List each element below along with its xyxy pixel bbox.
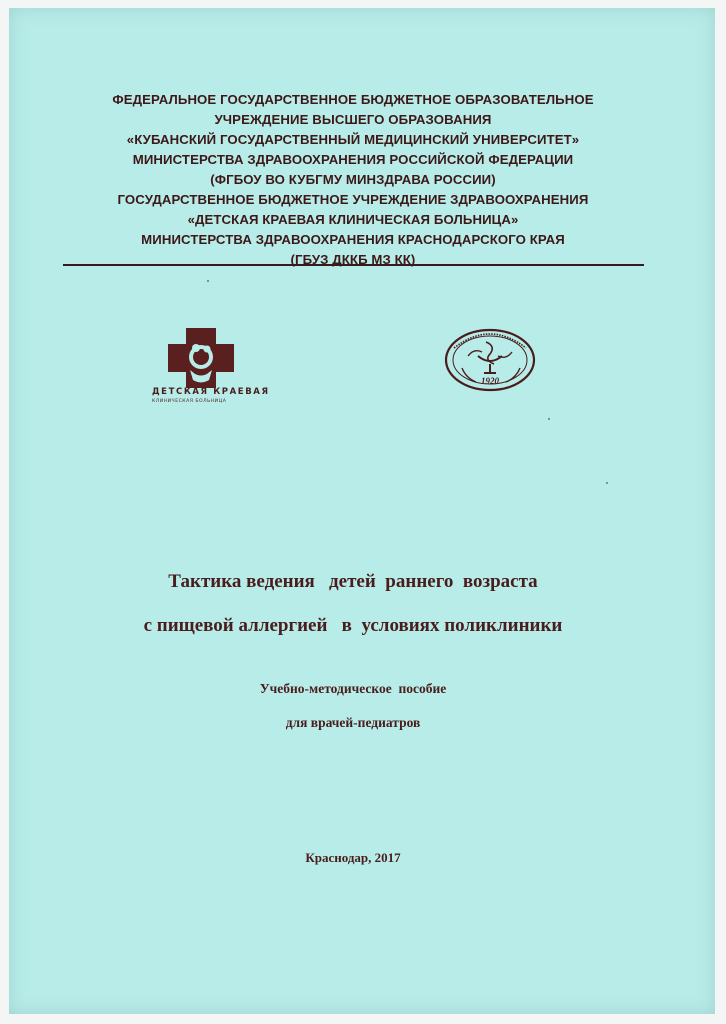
place-and-year: Краснодар, 2017 [305,850,401,865]
logo-left-text-2: КЛИНИЧЕСКАЯ БОЛЬНИЦА [152,399,227,404]
header-line: УЧРЕЖДЕНИЕ ВЫСШЕГО ОБРАЗОВАНИЯ [214,112,492,127]
header-line: ФЕДЕРАЛЬНОЕ ГОСУДАРСТВЕННОЕ БЮДЖЕТНОЕ ОБРАЗОВАТЕЛЬНОЕ [112,92,594,107]
subtitle-line-2: для врачей-педиатров [285,715,421,730]
header-line: МИНИСТЕРСТВА ЗДРАВООХРАНЕНИЯ РОССИЙСКОЙ ФЕДЕРАЦИИ [132,152,574,167]
institution-header [40,90,666,270]
header-line: (ГБУЗ ДККБ МЗ КК) [290,252,416,267]
header-line: (ФГБОУ ВО КУБГМУ МИНЗДРАВА РОССИИ) [210,172,496,187]
university-seal-logo [440,326,542,396]
hospital-cross-logo [146,324,270,408]
title-line-1: Тактика ведения детей раннего возраста [168,571,538,592]
title-line-2: с пищевой аллергией в условиях поликлиники [143,615,563,636]
scan-speck [606,482,608,484]
header-line: «КУБАНСКИЙ ГОСУДАРСТВЕННЫЙ МЕДИЦИНСКИЙ УНИВЕРСИТЕТ» [126,132,580,147]
header-line: МИНИСТЕРСТВА ЗДРАВООХРАНЕНИЯ КРАСНОДАРСКОГО КРАЯ [141,232,565,247]
header-line: ГОСУДАРСТВЕННОЕ БЮДЖЕТНОЕ УЧРЕЖДЕНИЕ ЗДРАВООХРАНЕНИЯ [117,192,589,207]
document-title [60,560,646,648]
header-divider [63,264,644,266]
scan-speck [548,418,550,420]
subtitle-line-1: Учебно-методическое пособие [259,681,447,696]
document-subtitle [60,672,646,740]
logo-left-text-1: ДЕТСКАЯ КРАЕВАЯ [152,387,270,397]
scan-speck [207,280,209,282]
seal-year-text: 1920 [481,376,499,386]
header-line: «ДЕТСКАЯ КРАЕВАЯ КЛИНИЧЕСКАЯ БОЛЬНИЦА» [187,212,519,227]
